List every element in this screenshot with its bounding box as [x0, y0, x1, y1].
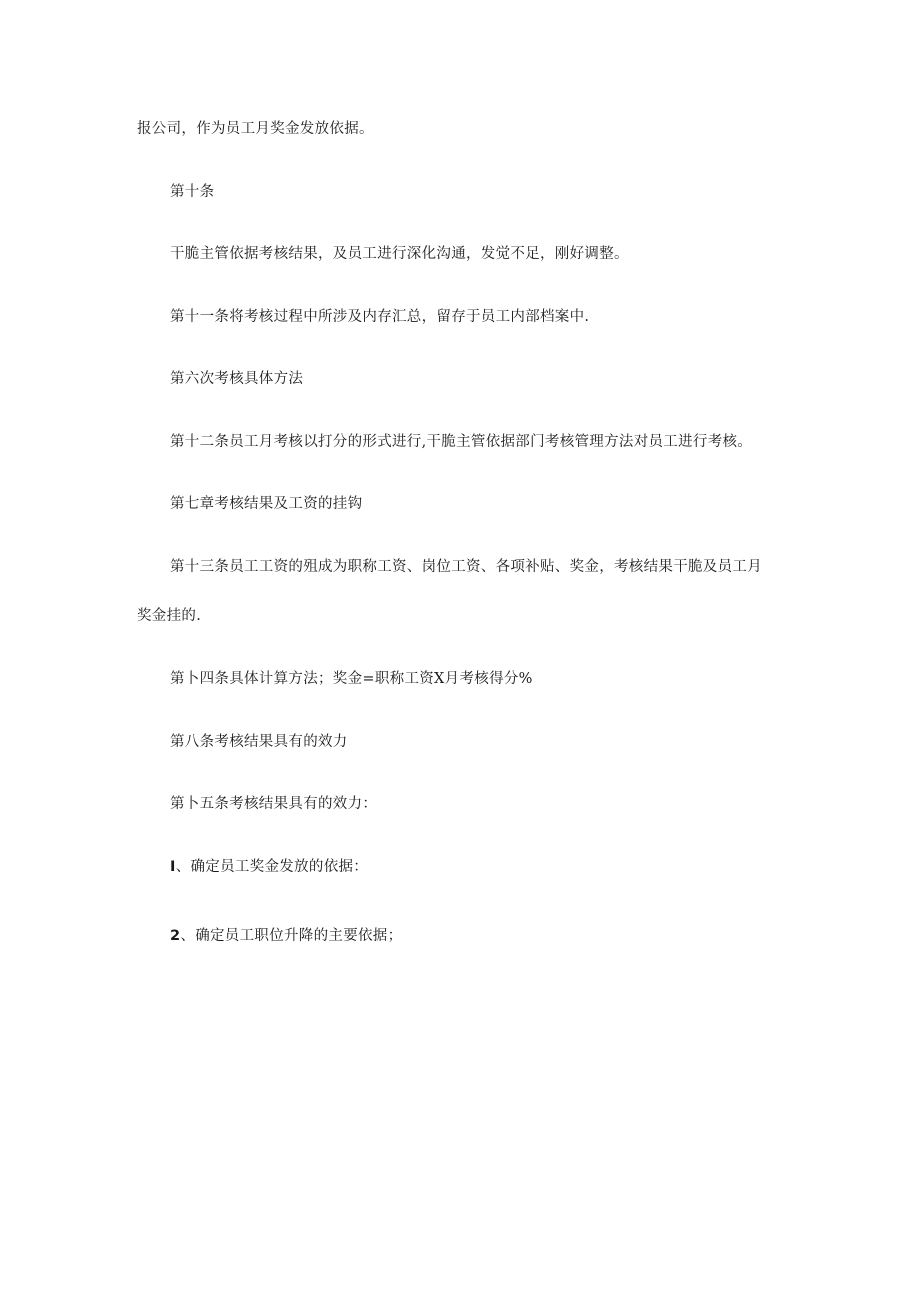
list-item-text: 、确定员工职位升降的主要依据； — [180, 928, 403, 944]
article-13-text: 第十三条员工工资的殂成为职称工资、岗位工资、各项补贴、奖金，考核结果干脆及员工月 — [170, 559, 762, 575]
article-14-text: 第卜四条具体计算方法；奖金=职称工资X月考核得分% — [170, 671, 533, 687]
article-15-text: 第卜五条考核结果具有的效力： — [170, 796, 378, 812]
list-item-number: I — [170, 859, 176, 875]
article-13-text-cont: 奖金挂的. — [137, 608, 202, 624]
article-10-heading: 第十条 — [170, 184, 215, 200]
paragraph-continuation: 报公司，作为员工月奖金发放依据。 — [137, 121, 374, 137]
list-item — [170, 926, 402, 946]
article-11-text: 第十一条将考核过程中所涉及内存汇总，留存于员工内部档案中. — [170, 309, 590, 325]
chapter-6-heading: 第六次考核具体方法 — [170, 371, 304, 387]
list-item-number: 2 — [170, 928, 181, 944]
chapter-7-heading: 第七章考核结果及工资的挂钩 — [170, 496, 363, 512]
article-12-text: 第十二条员工月考核以打分的形式进行,干脆主管依据部门考核管理方法对员工进行考核。 — [170, 434, 753, 450]
list-item — [170, 857, 368, 877]
list-item-text: 、确定员工奖金发放的依据： — [175, 859, 369, 875]
chapter-8-heading: 第八条考核结果具有的效力 — [170, 734, 348, 750]
article-10-text: 干脆主管依据考核结果，及员工进行深化沟通，发觉不足，刚好调整。 — [170, 246, 629, 262]
